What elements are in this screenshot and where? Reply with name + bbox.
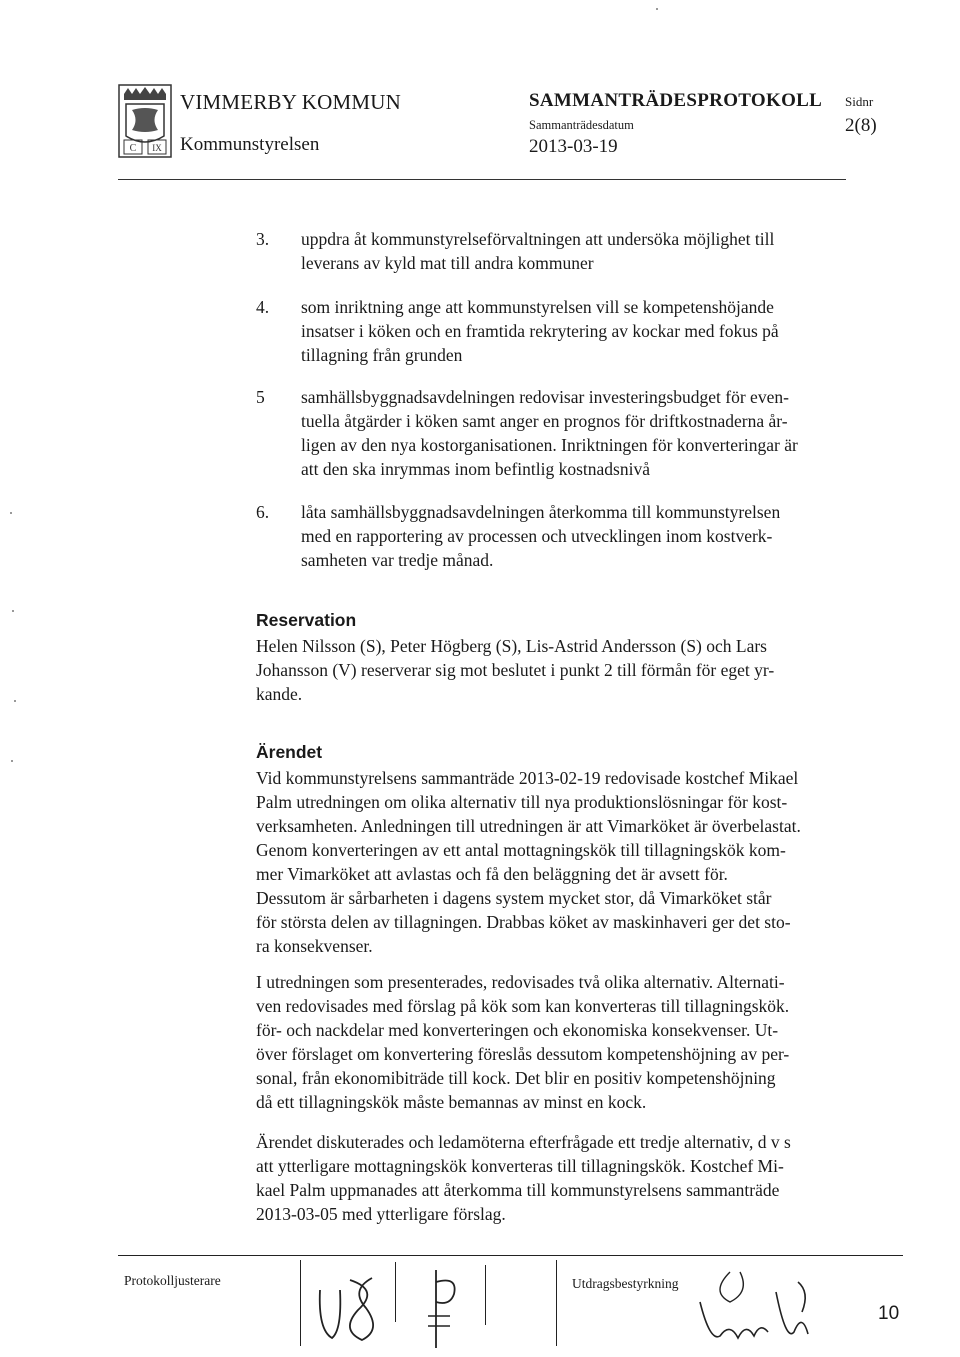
text-line: Palm utredningen om olika alternativ till nya produktionslösningar för kost-: [256, 792, 788, 812]
item-number: 5: [256, 387, 265, 407]
item-line: uppdra åt kommunstyrelseförvaltningen att undersöka möjlighet till: [301, 229, 775, 249]
footer-cell-divider: [556, 1260, 557, 1346]
item-line: med en rapportering av processen och utvecklingen inom kostverk-: [301, 526, 773, 546]
list-item: [301, 500, 846, 572]
item-line: samhällsbyggnadsavdelningen redovisar investeringsbudget för even-: [301, 387, 789, 407]
text-line: kande.: [256, 684, 303, 704]
text-line: kael Palm uppmanades att återkomma till kommunstyrelsens sammanträde: [256, 1180, 780, 1200]
extract-signature-icon: [690, 1262, 820, 1352]
text-line: Helen Nilsson (S), Peter Högberg (S), Lis-Astrid Andersson (S) och Lars: [256, 636, 767, 656]
item-line: låta samhällsbyggnadsavdelningen återkomma till kommunstyrelsen: [301, 502, 781, 522]
text-line: Dessutom är sårbarheten i dagens system mycket stor, då Vimarköket står: [256, 888, 772, 908]
item-number: 3.: [256, 229, 270, 249]
item-line: att den ska inrymmas inom befintlig kostnadsnivå: [301, 459, 650, 479]
arendet-heading: Ärendet: [256, 742, 323, 762]
scan-speck: [656, 8, 658, 10]
footer-cell-divider: [395, 1262, 396, 1322]
text-line: Johansson (V) reserverar sig mot beslutet i punkt 2 till förmån för eget yr-: [256, 660, 775, 680]
document-title: SAMMANTRÄDESPROTOKOLL: [529, 90, 823, 111]
scan-speck: [11, 760, 13, 762]
text-line: ven redovisades med förslag på kök som kan konverteras till tillagningskök.: [256, 996, 790, 1016]
text-line: Ärendet diskuterades och ledamöterna efterfrågade ett tredje alternativ, d v s: [256, 1132, 791, 1152]
text-line: sonal, från ekonomibiträde till kock. Det blir en positiv kompetenshöjning: [256, 1068, 776, 1088]
text-line: att ytterligare mottagningskök konverteras till tillagningskök. Kostchef Mi-: [256, 1156, 784, 1176]
item-line: ligen av den nya kostorganisationen. Inriktningen för konverteringar är: [301, 435, 798, 455]
adjuster-label: Protokolljusterare: [124, 1273, 221, 1288]
reservation-text: [256, 634, 846, 706]
text-line: för största delen av tillagningen. Drabbas köket av maskinhaveri ger det sto-: [256, 912, 791, 932]
item-number: 4.: [256, 297, 270, 317]
text-line: 2013-03-05 med ytterligare förslag.: [256, 1204, 506, 1224]
item-line: leverans av kyld mat till andra kommuner: [301, 253, 594, 273]
initials-signature-icon: [310, 1260, 390, 1350]
scan-speck: [14, 700, 16, 702]
arendet-paragraph: [256, 766, 846, 958]
org-name: VIMMERBY KOMMUN: [180, 90, 401, 114]
list-item: [301, 385, 846, 481]
scan-speck: [10, 512, 12, 514]
text-line: ra konsekvenser.: [256, 936, 373, 956]
text-line: då ett tillagningskök måste bemannas av minst en kock.: [256, 1092, 647, 1112]
list-item: [301, 227, 846, 275]
item-line: som inriktning ange att kommunstyrelsen vill se kompetenshöjande: [301, 297, 774, 317]
scan-speck: [12, 610, 14, 612]
header-divider: [118, 179, 846, 180]
initials-signature-icon: [410, 1262, 470, 1352]
item-number: 6.: [256, 502, 270, 522]
arendet-paragraph: [256, 970, 846, 1114]
text-line: Vid kommunstyrelsens sammanträde 2013-02-19 redovisade kostchef Mikael: [256, 768, 799, 788]
footer-cell-divider: [485, 1265, 486, 1325]
board-name: Kommunstyrelsen: [180, 134, 320, 155]
list-item: [301, 295, 846, 367]
footer-cell-divider: [300, 1260, 301, 1346]
reservation-heading: Reservation: [256, 610, 357, 630]
footer-divider: [118, 1255, 903, 1256]
municipal-crest-icon: [118, 84, 172, 158]
text-line: verksamheten. Anledningen till utredningen är att Vimarköket är överbelastat.: [256, 816, 801, 836]
extract-label: Utdragsbestyrkning: [572, 1276, 679, 1291]
svg-text:IX: IX: [152, 143, 162, 153]
meeting-date-value: 2013-03-19: [529, 136, 618, 157]
text-line: Genom konverteringen av ett antal mottagningskök till tillagningskök kom-: [256, 840, 786, 860]
page-number: 10: [878, 1303, 900, 1324]
text-line: mer Vimarköket att avlastas och få den beläggning det är avsett för.: [256, 864, 728, 884]
text-line: över förslaget om konvertering föreslås dessutom kompetenshöjning av per-: [256, 1044, 790, 1064]
item-line: samheten var tredje månad.: [301, 550, 494, 570]
meeting-date-label: Sammanträdesdatum: [529, 118, 634, 132]
item-line: tuella åtgärder i köken samt anger en prognos för driftkostnaderna år-: [301, 411, 788, 431]
item-line: insatser i köken och en framtida rekrytering av kockar med fokus på: [301, 321, 779, 341]
page-value: 2(8): [845, 115, 877, 136]
arendet-paragraph: [256, 1130, 846, 1226]
text-line: I utredningen som presenterades, redovisades två olika alternativ. Alternati-: [256, 972, 785, 992]
page-label: Sidnr: [845, 94, 874, 109]
item-line: tillagning från grunden: [301, 345, 463, 365]
svg-text:C: C: [129, 143, 137, 154]
text-line: för- och nackdelar med konverteringen och ekonomiska konsekvenser. Ut-: [256, 1020, 779, 1040]
